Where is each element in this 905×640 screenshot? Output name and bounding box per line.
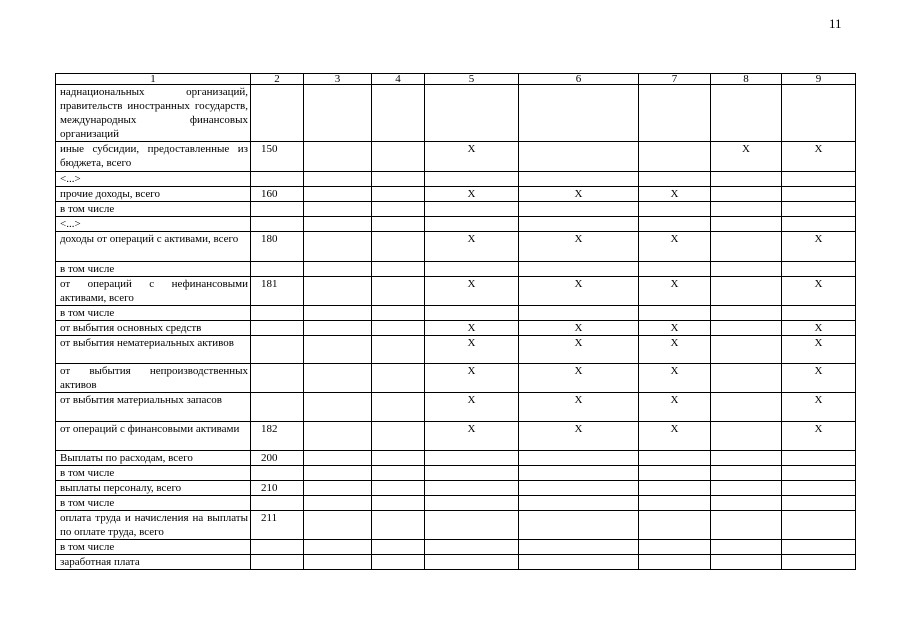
value-cell: [639, 481, 711, 496]
column-number-cell: 3: [304, 74, 372, 85]
value-cell: X: [782, 232, 856, 262]
value-cell: [425, 511, 519, 540]
value-cell: [304, 555, 372, 570]
value-cell: [782, 481, 856, 496]
value-cell: [711, 496, 782, 511]
table-row: [56, 217, 856, 232]
value-cell: [425, 85, 519, 142]
value-cell: [304, 422, 372, 451]
value-cell: X: [639, 422, 711, 451]
row-label: иные субсидии, предоставленные из бюджета, всего: [56, 142, 251, 172]
row-code-cell: [251, 262, 304, 277]
value-cell: [372, 422, 425, 451]
value-cell: [372, 540, 425, 555]
column-number-cell: 6: [519, 74, 639, 85]
value-cell: [304, 481, 372, 496]
value-cell: [372, 217, 425, 232]
value-cell: [304, 393, 372, 422]
row-code-cell: [251, 202, 304, 217]
value-cell: [372, 336, 425, 364]
row-label: наднациональных организаций, правительств иностранных государств, международных финансовых организаций: [56, 85, 251, 142]
value-cell: [425, 202, 519, 217]
value-cell: X: [782, 422, 856, 451]
table-row: [56, 142, 856, 172]
table-row: [56, 511, 856, 540]
value-cell: [425, 306, 519, 321]
value-cell: X: [639, 336, 711, 364]
column-number-row: [56, 74, 856, 85]
table-row: [56, 555, 856, 570]
row-label: <...>: [56, 217, 251, 232]
value-cell: [639, 496, 711, 511]
value-cell: [711, 306, 782, 321]
row-label: в том числе: [56, 202, 251, 217]
value-cell: [304, 277, 372, 306]
value-cell: [425, 172, 519, 187]
row-label: прочие доходы, всего: [56, 187, 251, 202]
value-cell: [372, 172, 425, 187]
row-label: от операций с финансовыми активами: [56, 422, 251, 451]
value-cell: [372, 481, 425, 496]
value-cell: X: [519, 364, 639, 393]
row-code-cell: [251, 306, 304, 321]
value-cell: [372, 555, 425, 570]
row-label: от выбытия основных средств: [56, 321, 251, 336]
value-cell: [711, 511, 782, 540]
value-cell: [425, 466, 519, 481]
row-code-cell: [251, 85, 304, 142]
value-cell: [782, 511, 856, 540]
value-cell: [711, 202, 782, 217]
value-cell: X: [519, 277, 639, 306]
table-row: [56, 202, 856, 217]
row-label: от выбытия материальных запасов: [56, 393, 251, 422]
value-cell: X: [711, 142, 782, 172]
row-label: оплата труда и начисления на выплаты по оплате труда, всего: [56, 511, 251, 540]
value-cell: [372, 187, 425, 202]
column-number-cell: 7: [639, 74, 711, 85]
row-label: от выбытия непроизводственных активов: [56, 364, 251, 393]
value-cell: [372, 262, 425, 277]
value-cell: [519, 202, 639, 217]
value-cell: X: [782, 393, 856, 422]
value-cell: [519, 481, 639, 496]
table-row: [56, 451, 856, 466]
value-cell: X: [425, 277, 519, 306]
value-cell: X: [519, 422, 639, 451]
row-code-cell: 211: [251, 511, 304, 540]
value-cell: [372, 321, 425, 336]
value-cell: X: [519, 321, 639, 336]
value-cell: [639, 540, 711, 555]
value-cell: [304, 496, 372, 511]
value-cell: [519, 511, 639, 540]
row-label: в том числе: [56, 540, 251, 555]
table-row: [56, 85, 856, 142]
row-code-cell: 160: [251, 187, 304, 202]
value-cell: [372, 306, 425, 321]
value-cell: X: [519, 232, 639, 262]
value-cell: [519, 172, 639, 187]
table-body: [56, 74, 856, 570]
value-cell: [782, 306, 856, 321]
row-code-cell: 180: [251, 232, 304, 262]
row-code-cell: 210: [251, 481, 304, 496]
value-cell: [519, 306, 639, 321]
value-cell: X: [639, 393, 711, 422]
value-cell: [782, 540, 856, 555]
value-cell: [304, 217, 372, 232]
value-cell: X: [782, 364, 856, 393]
value-cell: X: [425, 142, 519, 172]
value-cell: X: [425, 187, 519, 202]
value-cell: X: [425, 393, 519, 422]
value-cell: [711, 422, 782, 451]
row-code-cell: [251, 336, 304, 364]
row-code-cell: [251, 466, 304, 481]
row-label: выплаты персоналу, всего: [56, 481, 251, 496]
value-cell: [304, 336, 372, 364]
value-cell: [711, 187, 782, 202]
value-cell: [304, 540, 372, 555]
value-cell: [711, 336, 782, 364]
value-cell: [711, 451, 782, 466]
value-cell: [304, 187, 372, 202]
value-cell: [372, 496, 425, 511]
table-row: [56, 277, 856, 306]
value-cell: [372, 393, 425, 422]
value-cell: [304, 172, 372, 187]
row-code-cell: 181: [251, 277, 304, 306]
value-cell: [711, 540, 782, 555]
table-row: [56, 187, 856, 202]
value-cell: [304, 232, 372, 262]
row-code-cell: [251, 321, 304, 336]
value-cell: [782, 217, 856, 232]
table-row: [56, 496, 856, 511]
value-cell: [711, 232, 782, 262]
value-cell: [782, 202, 856, 217]
value-cell: [711, 85, 782, 142]
row-label: заработная плата: [56, 555, 251, 570]
value-cell: X: [425, 364, 519, 393]
value-cell: [639, 306, 711, 321]
row-code-cell: [251, 217, 304, 232]
value-cell: [639, 466, 711, 481]
column-number-cell: 8: [711, 74, 782, 85]
value-cell: [639, 217, 711, 232]
value-cell: [372, 202, 425, 217]
value-cell: X: [639, 187, 711, 202]
row-code-cell: 182: [251, 422, 304, 451]
table-row: [56, 540, 856, 555]
value-cell: [711, 172, 782, 187]
value-cell: [711, 262, 782, 277]
value-cell: [639, 262, 711, 277]
value-cell: X: [425, 336, 519, 364]
row-code-cell: [251, 172, 304, 187]
table-row: [56, 364, 856, 393]
row-code-cell: 150: [251, 142, 304, 172]
table-row: [56, 321, 856, 336]
value-cell: [519, 540, 639, 555]
value-cell: [782, 451, 856, 466]
table-row: [56, 336, 856, 364]
value-cell: [304, 451, 372, 466]
row-code-cell: [251, 364, 304, 393]
value-cell: X: [782, 142, 856, 172]
value-cell: [372, 232, 425, 262]
value-cell: [782, 172, 856, 187]
row-code-cell: [251, 555, 304, 570]
value-cell: [782, 555, 856, 570]
table-row: [56, 466, 856, 481]
value-cell: [304, 85, 372, 142]
row-label: от операций с нефинансовыми активами, всего: [56, 277, 251, 306]
column-number-cell: 1: [56, 74, 251, 85]
value-cell: X: [639, 364, 711, 393]
column-number-cell: 9: [782, 74, 856, 85]
value-cell: [304, 306, 372, 321]
value-cell: X: [782, 336, 856, 364]
row-code-cell: 200: [251, 451, 304, 466]
value-cell: [372, 451, 425, 466]
row-label: в том числе: [56, 496, 251, 511]
value-cell: [304, 262, 372, 277]
value-cell: [519, 451, 639, 466]
value-cell: [304, 321, 372, 336]
value-cell: X: [519, 187, 639, 202]
value-cell: X: [639, 321, 711, 336]
value-cell: [782, 262, 856, 277]
value-cell: [639, 511, 711, 540]
row-label: доходы от операций с активами, всего: [56, 232, 251, 262]
value-cell: [519, 217, 639, 232]
column-number-cell: 2: [251, 74, 304, 85]
value-cell: [711, 481, 782, 496]
value-cell: X: [519, 393, 639, 422]
value-cell: [639, 555, 711, 570]
value-cell: [519, 262, 639, 277]
row-code-cell: [251, 540, 304, 555]
value-cell: [519, 142, 639, 172]
value-cell: [519, 555, 639, 570]
value-cell: X: [639, 232, 711, 262]
value-cell: [304, 142, 372, 172]
row-label: Выплаты по расходам, всего: [56, 451, 251, 466]
row-label: в том числе: [56, 466, 251, 481]
report-table: [55, 73, 856, 570]
table-row: [56, 306, 856, 321]
value-cell: [304, 202, 372, 217]
value-cell: [372, 364, 425, 393]
row-code-cell: [251, 496, 304, 511]
row-label: в том числе: [56, 306, 251, 321]
value-cell: [639, 142, 711, 172]
value-cell: [711, 277, 782, 306]
value-cell: [782, 466, 856, 481]
page-number: 11: [829, 16, 842, 31]
value-cell: [639, 85, 711, 142]
value-cell: [425, 540, 519, 555]
value-cell: [372, 85, 425, 142]
value-cell: X: [639, 277, 711, 306]
value-cell: [782, 85, 856, 142]
row-label: в том числе: [56, 262, 251, 277]
table-row: [56, 481, 856, 496]
value-cell: X: [519, 336, 639, 364]
table-row: [56, 172, 856, 187]
table-row: [56, 262, 856, 277]
row-code-cell: [251, 393, 304, 422]
row-label: от выбытия нематериальных активов: [56, 336, 251, 364]
value-cell: [711, 555, 782, 570]
value-cell: [711, 217, 782, 232]
value-cell: [304, 511, 372, 540]
value-cell: [425, 555, 519, 570]
value-cell: [519, 496, 639, 511]
value-cell: [782, 187, 856, 202]
value-cell: [711, 393, 782, 422]
value-cell: X: [425, 232, 519, 262]
value-cell: [304, 364, 372, 393]
value-cell: [372, 277, 425, 306]
value-cell: [519, 85, 639, 142]
value-cell: [304, 466, 372, 481]
table-row: [56, 393, 856, 422]
value-cell: [639, 451, 711, 466]
value-cell: [425, 496, 519, 511]
value-cell: [711, 321, 782, 336]
table-row: [56, 232, 856, 262]
value-cell: [372, 511, 425, 540]
value-cell: X: [782, 321, 856, 336]
value-cell: [519, 466, 639, 481]
value-cell: [639, 202, 711, 217]
value-cell: [782, 496, 856, 511]
value-cell: [425, 262, 519, 277]
value-cell: [639, 172, 711, 187]
table-row: [56, 422, 856, 451]
value-cell: X: [425, 321, 519, 336]
column-number-cell: 5: [425, 74, 519, 85]
row-label: <...>: [56, 172, 251, 187]
value-cell: [711, 364, 782, 393]
value-cell: [425, 451, 519, 466]
value-cell: [372, 142, 425, 172]
value-cell: X: [782, 277, 856, 306]
value-cell: [425, 217, 519, 232]
value-cell: [372, 466, 425, 481]
value-cell: [425, 481, 519, 496]
column-number-cell: 4: [372, 74, 425, 85]
value-cell: X: [425, 422, 519, 451]
value-cell: [711, 466, 782, 481]
